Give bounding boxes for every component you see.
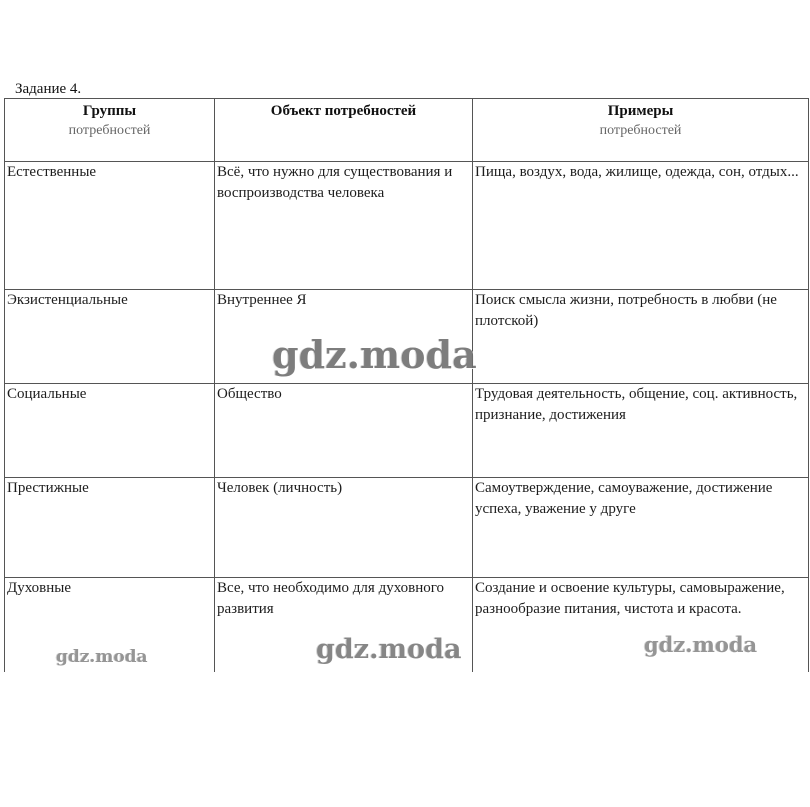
header-groups bbox=[5, 99, 215, 162]
watermark-left: gdz.moda bbox=[56, 647, 148, 667]
cell-examples: Самоутверждение, самоуважение, достижение успеха, уважение у друге bbox=[473, 478, 809, 578]
cell-object: Общество bbox=[215, 384, 473, 478]
cell-object: Внутреннее Я bbox=[215, 290, 473, 384]
watermark-middle: gdz.moda bbox=[316, 634, 462, 665]
cell-examples: Пища, воздух, вода, жилище, одежда, сон, отдых... bbox=[473, 162, 809, 290]
table-row bbox=[5, 384, 809, 478]
table-row bbox=[5, 162, 809, 290]
header-examples bbox=[473, 99, 809, 162]
table-row bbox=[5, 290, 809, 384]
cell-examples: Поиск смысла жизни, потребность в любви (не плотской) bbox=[473, 290, 809, 384]
task-title: Задание 4. bbox=[15, 81, 82, 97]
cell-object: Всё, что нужно для существования и воспроизводства человека bbox=[215, 162, 473, 290]
cell-object: Все, что необходимо для духовного развития bbox=[215, 578, 473, 672]
cell-group: Естественные bbox=[5, 162, 215, 290]
cell-group: Престижные bbox=[5, 478, 215, 578]
table-row bbox=[5, 478, 809, 578]
table-row bbox=[5, 578, 809, 672]
cell-object: Человек (личность) bbox=[215, 478, 473, 578]
header-object-main: Объект потребностей bbox=[270, 103, 417, 119]
cell-group: Экзистенциальные bbox=[5, 290, 215, 384]
watermark-main: gdz.moda bbox=[272, 332, 477, 377]
cell-group: Духовные bbox=[5, 578, 215, 672]
header-examples-sub: потребностей bbox=[599, 123, 682, 138]
header-object bbox=[215, 99, 473, 162]
table-header-row bbox=[5, 99, 809, 162]
header-examples-main: Примеры bbox=[607, 103, 674, 119]
cell-group: Социальные bbox=[5, 384, 215, 478]
header-groups-main: Группы bbox=[82, 103, 137, 119]
needs-table bbox=[4, 98, 809, 672]
watermark-right: gdz.moda bbox=[644, 632, 758, 657]
header-groups-sub: потребностей bbox=[68, 123, 151, 138]
cell-examples: Создание и освоение культуры, самовыражение, разнообразие питания, чистота и красота. bbox=[473, 578, 809, 672]
cell-examples: Трудовая деятельность, общение, соц. активность, признание, достижения bbox=[473, 384, 809, 478]
